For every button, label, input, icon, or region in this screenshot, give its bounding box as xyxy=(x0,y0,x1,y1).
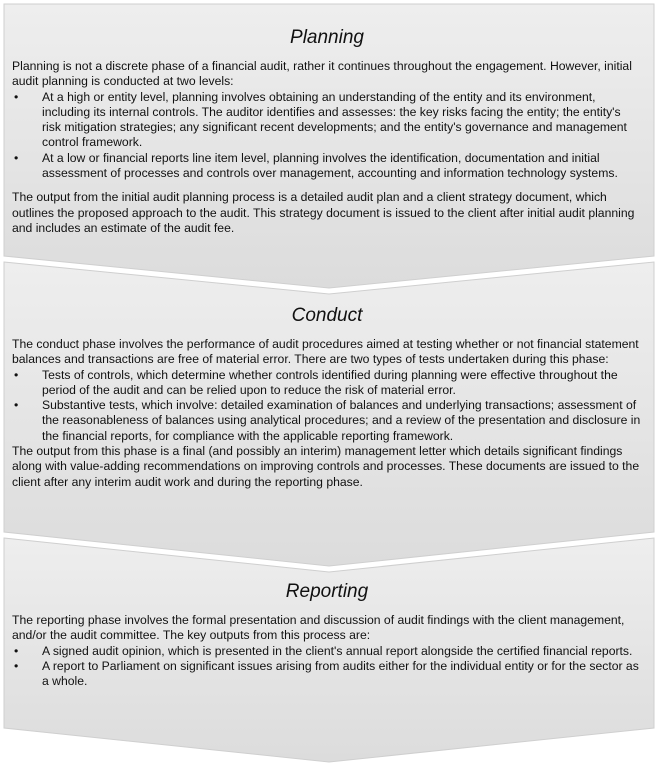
conduct-outro: The output from this phase is a final (and possibly an interim) management letter which details significant findings along with value-adding recommendations on improving controls and processes. These documents are issued to the client after any interim audit work and during the reporting phase. xyxy=(12,444,640,489)
conduct-bullet-list xyxy=(12,368,642,444)
bullet-icon: • xyxy=(14,658,19,673)
bullet-icon: • xyxy=(14,89,19,104)
reporting-bullet-list xyxy=(12,644,642,690)
reporting-stage xyxy=(12,580,642,689)
reporting-title: Reporting xyxy=(285,581,369,602)
reporting-intro: The reporting phase involves the formal presentation and discussion of audit findings with the client management, and/or the audit committee. The key outputs from this process are: xyxy=(12,613,625,643)
bullet-icon: • xyxy=(14,398,19,413)
list-item: • Substantive tests, which involve: detailed examination of balances and underlying transactions; assessment of the reasonableness of balances using analytical procedures; and a review of the presentation and disclosure in the financial reports, for compliance with the applicable reporting framework. xyxy=(14,398,641,443)
bullet-icon: • xyxy=(14,367,19,382)
conduct-title: Conduct xyxy=(291,305,363,326)
conduct-intro: The conduct phase involves the performance of audit procedures aimed at testing whether or not financial statement balances and transactions are free of material error. There are two types of tests undertaken during this phase: xyxy=(12,337,639,367)
list-item: • At a high or entity level, planning involves obtaining an understanding of the entity and its environment, including its internal controls. The auditor identifies and assesses: the key risks facing the entity; the entity's risk mitigation strategies; any significant recent developments; and the entity's governance and management control framework. xyxy=(14,89,627,150)
bullet-icon: • xyxy=(14,643,19,658)
planning-bullet-list xyxy=(12,90,642,182)
list-item: • At a low or financial reports line item level, planning involves the identification, documentation and initial assessment of processes and controls over management, accounting and information technology systems. xyxy=(14,150,618,181)
planning-title: Planning xyxy=(290,27,364,48)
list-item: • A signed audit opinion, which is presented in the client's annual report alongside the certified financial reports. xyxy=(14,643,633,658)
bullet-icon: • xyxy=(14,150,19,165)
planning-stage xyxy=(12,26,642,236)
planning-outro: The output from the initial audit planning process is a detailed audit plan and a client strategy document, which outlines the proposed approach to the audit. This strategy document is issued to the client after initial audit planning and includes an estimate of the audit fee. xyxy=(12,190,635,235)
conduct-stage xyxy=(12,304,642,490)
list-item: • Tests of controls, which determine whether controls identified during planning were effective throughout the period of the audit and can be relied upon to reduce the risk of material error. xyxy=(14,367,618,397)
planning-intro: Planning is not a discrete phase of a financial audit, rather it continues throughout the engagement. However, initial audit planning is conducted at two levels: xyxy=(12,59,632,89)
list-item: • A report to Parliament on significant issues arising from audits either for the individual entity or for the sector as a whole. xyxy=(14,658,639,689)
